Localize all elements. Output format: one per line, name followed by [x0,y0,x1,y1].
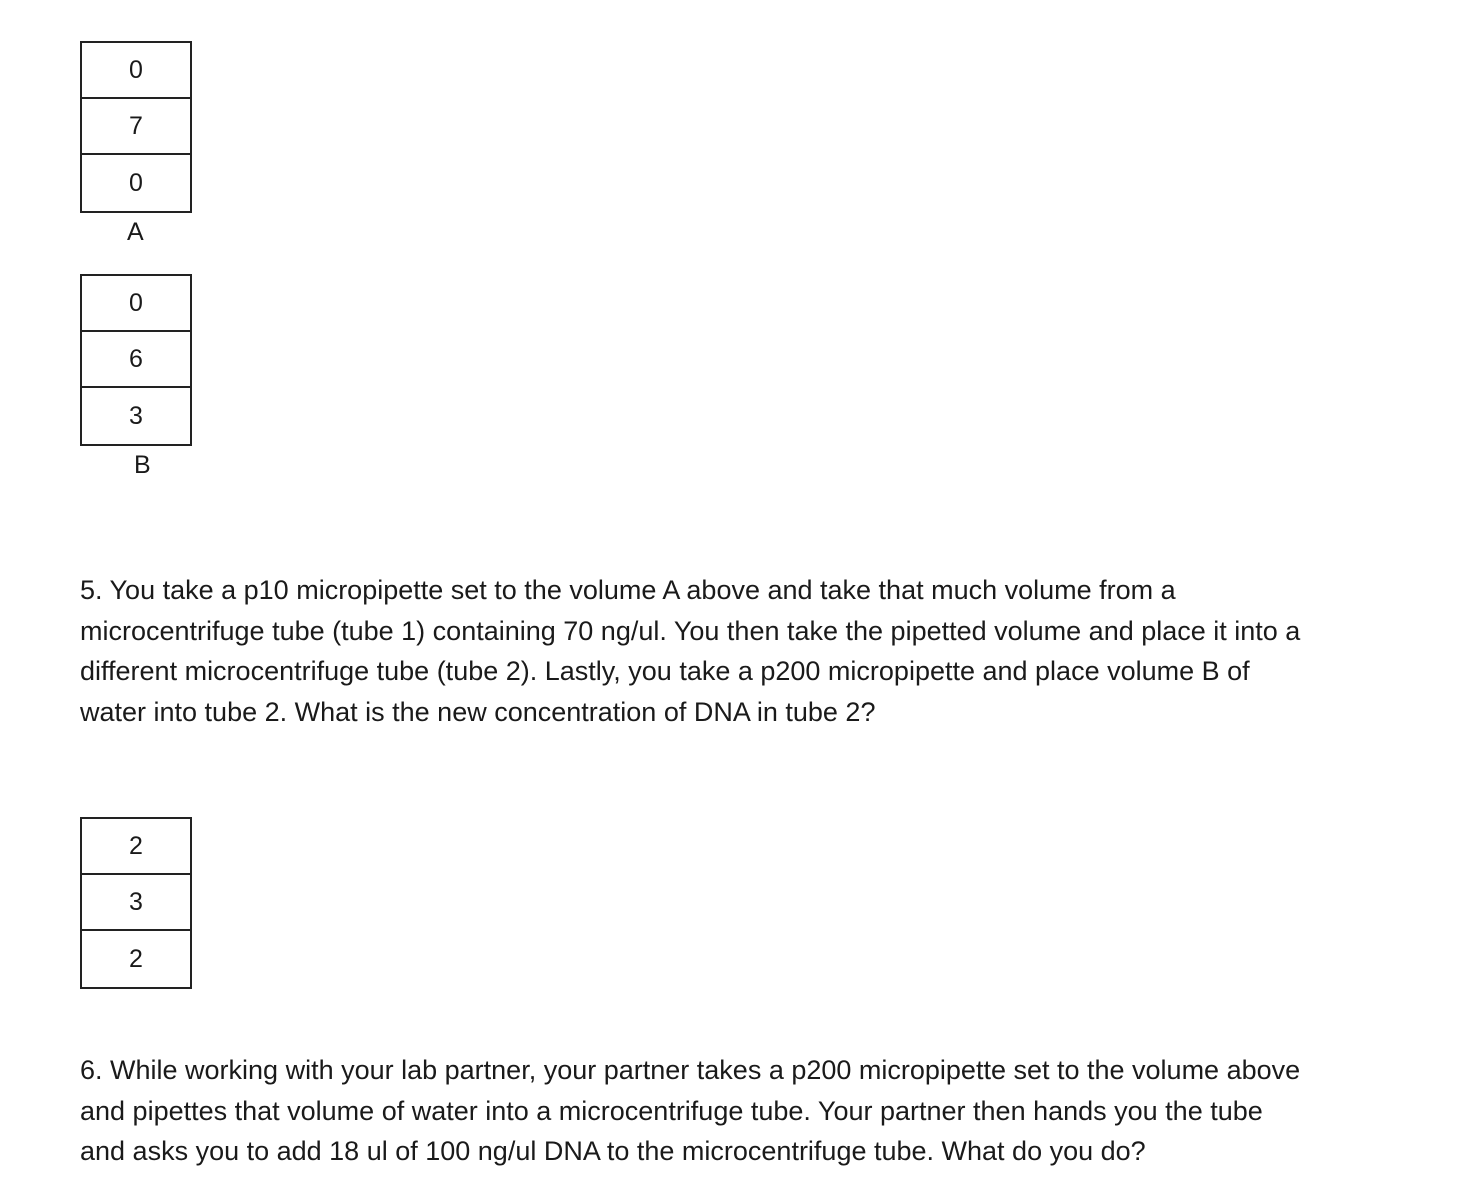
dial-b-digit-1: 0 [82,276,190,332]
dial-a-label: A [127,218,144,246]
pipette-dial-c [80,817,192,989]
question-5 [80,570,1400,732]
dial-b-digit-2: 6 [82,332,190,388]
pipette-dial-b [80,274,192,446]
dial-c-digit-2: 3 [82,875,190,931]
question-5-line-1: 5. You take a p10 micropipette set to the volume A above and take that much volume from a [80,575,1176,605]
question-6-line-3: and asks you to add 18 ul of 100 ng/ul DNA to the microcentrifuge tube. What do you do? [80,1136,1146,1166]
dial-a-digit-3: 0 [129,168,143,197]
question-5-line-3: different microcentrifuge tube (tube 2). Lastly, you take a p200 micropipette and place volume B of [80,656,1250,686]
dial-a-digit-2: 7 [82,99,190,155]
question-5-line-4: water into tube 2. What is the new concentration of DNA in tube 2? [80,696,876,727]
dial-c-digit-1: 2 [82,819,190,875]
dial-a-digit-1: 0 [82,43,190,99]
question-6-line-1: 6. While working with your lab partner, your partner takes a p200 micropipette set to the volume above [80,1055,1301,1085]
question-6-line-2: and pipettes that volume of water into a microcentrifuge tube. Your partner then hands you the tube [80,1095,1263,1126]
question-5-line-2: microcentrifuge tube (tube 1) containing 70 ng/ul. You then take the pipetted volume and place it into a [80,615,1301,646]
pipette-dial-a [80,41,192,213]
question-6 [80,1050,1400,1172]
dial-c-digit-3: 2 [129,944,143,973]
dial-b-label: B [134,451,151,479]
dial-b-digit-3: 3 [129,401,143,430]
